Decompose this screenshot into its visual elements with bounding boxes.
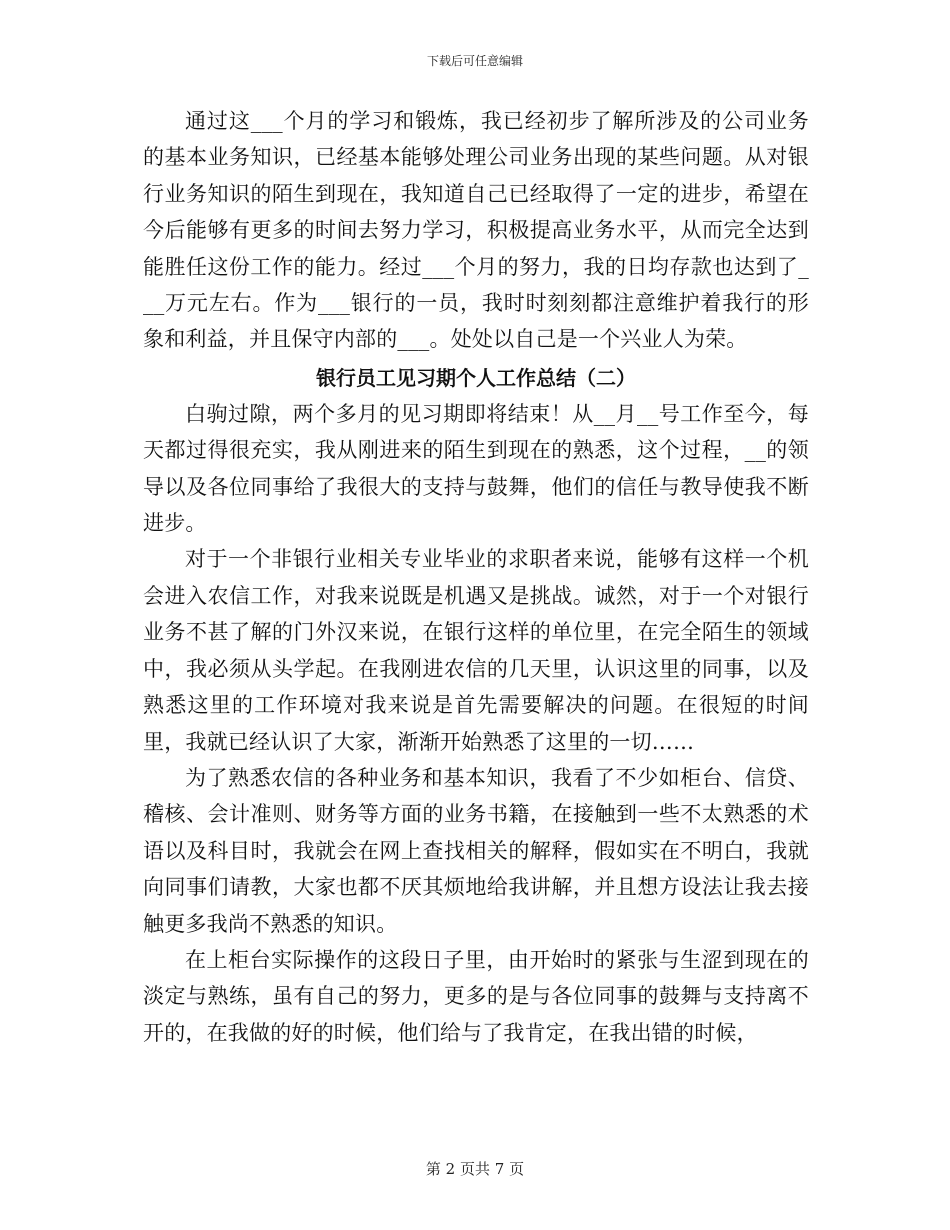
page-number: 第 2 页共 7 页 bbox=[425, 1160, 525, 1178]
page-header-note: 下载后可任意编辑 bbox=[426, 54, 523, 68]
section-title: 银行员工见习期个人工作总结（二） bbox=[316, 365, 636, 390]
paragraph-1: 白驹过隙，两个多月的见习期即将结束！从__月__号工作至今，每天都过得很充实，我从刚进来的陌生到现在的熟悉，这个过程，__的领导以及各位同事给了我很大的支持与鼓舞，他们的信任与教导使我不断进步。 bbox=[143, 401, 809, 536]
paragraph-2: 对于一个非银行业相关专业毕业的求职者来说，能够有这样一个机会进入农信工作，对我来说既是机遇又是挑战。诚然，对于一个对银行业务不甚了解的门外汉来说，在银行这样的单位里，在完全陌生的领域中，我必须从头学起。在我刚进农信的几天里，认识这里的同事，以及熟悉这里的工作环境对我来说是首先需要解决的问题。在很短的时间里，我就已经认识了大家，渐渐开始熟悉了这里的一切…… bbox=[143, 547, 809, 754]
paragraph-3: 为了熟悉农信的各种业务和基本知识，我看了不少如柜台、信贷、稽核、会计准则、财务等方面的业务书籍，在接触到一些不太熟悉的术语以及科目时，我就会在网上查找相关的解释，假如实在不明白，我就向同事们请教，大家也都不厌其烦地给我讲解，并且想方设法让我去接触更多我尚不熟悉的知识。 bbox=[143, 765, 809, 936]
paragraph-intro: 通过这___个月的学习和锻炼，我已经初步了解所涉及的公司业务的基本业务知识，已经基本能够处理公司业务出现的某些问题。从对银行业务知识的陌生到现在，我知道自己已经取得了一定的进步，希望在今后能够有更多的时间去努力学习，积极提高业务水平，从而完全达到能胜任这份工作的能力。经过___个月的努力，我的日均存款也达到了___万元左右。作为___银行的一员，我时时刻刻都注意维护着我行的形象和利益，并且保守内部的___。处处以自己是一个兴业人为荣。 bbox=[143, 109, 809, 352]
paragraph-4: 在上柜台实际操作的这段日子里，由开始时的紧张与生涩到现在的淡定与熟练，虽有自己的努力，更多的是与各位同事的鼓舞与支持离不开的，在我做的好的时候，他们给与了我肯定，在我出错的时候， bbox=[143, 947, 809, 1045]
document-body bbox=[143, 103, 809, 1051]
